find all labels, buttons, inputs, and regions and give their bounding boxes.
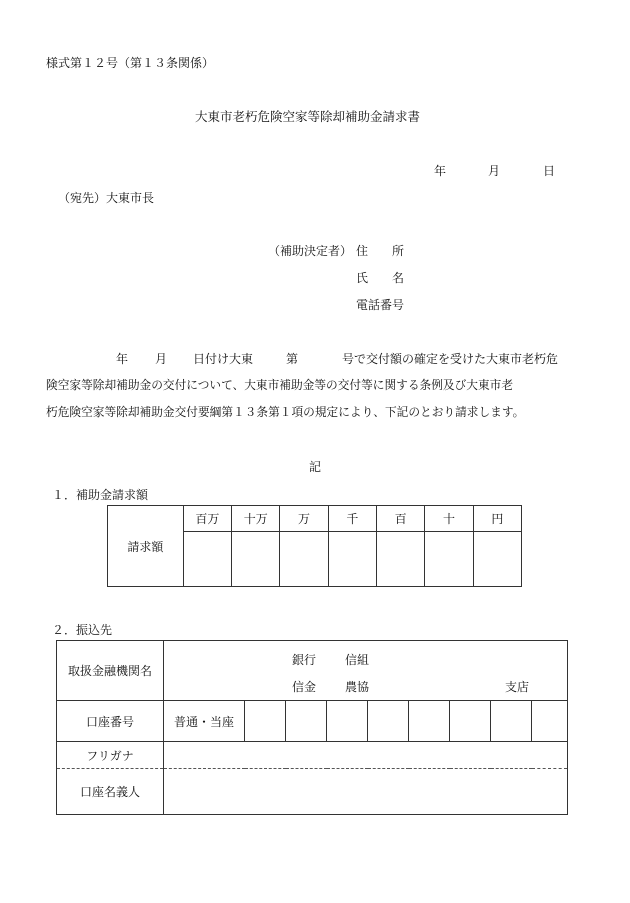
unit-cell: 百万 (183, 506, 231, 532)
holder-input-cell[interactable] (164, 769, 568, 815)
account-digit-cell[interactable] (286, 701, 327, 742)
furigana-label: フリガナ (86, 748, 134, 763)
account-digit-cell[interactable] (409, 701, 450, 742)
form-number: 様式第１２号（第１３条関係） (46, 56, 215, 70)
section1-heading: １．補助金請求額 (52, 488, 149, 502)
nokyo-option: 農協 (345, 680, 370, 694)
section2-heading: ２．振込先 (52, 623, 113, 637)
holder-label: 口座名義人 (79, 785, 140, 799)
shinkin-option: 信金 (292, 680, 317, 694)
unit-cell: 千 (328, 506, 376, 532)
document-title: 大東市老朽危険空家等除却補助金請求書 (195, 109, 421, 124)
account-digit-cell[interactable] (327, 701, 368, 742)
account-digit-cell[interactable] (491, 701, 532, 742)
account-no-label: 口座番号 (85, 714, 134, 729)
applicant-name-label: 氏 名 (356, 271, 405, 285)
amount-input-cell[interactable] (425, 532, 473, 587)
furigana-input-cell[interactable] (164, 742, 568, 769)
bank-option: 銀行 (292, 653, 317, 667)
ki-marker: 記 (309, 460, 322, 474)
institution-input-cell[interactable] (164, 641, 568, 701)
account-digit-cell[interactable] (450, 701, 491, 742)
addressee: （宛先）大東市長 (58, 191, 155, 205)
account-digit-cell[interactable] (245, 701, 286, 742)
institution-label: 取扱金融機関名 (67, 664, 152, 678)
amount-label: 請求額 (127, 539, 164, 554)
account-type: 普通・当座 (173, 714, 234, 729)
unit-cell: 百 (377, 506, 425, 532)
institution-label-cell (57, 641, 164, 701)
account-no-label-cell (57, 701, 164, 742)
branch-label: 支店 (505, 680, 530, 694)
shinkumi-option: 信組 (345, 653, 370, 667)
body-rest: 号で交付額の確定を受けた大東市老朽危 (342, 352, 559, 366)
account-digit-cell[interactable] (532, 701, 568, 742)
applicant-role: （補助決定者） (268, 244, 353, 258)
unit-cell: 十万 (232, 506, 280, 532)
amount-label-cell (108, 506, 184, 587)
unit-cell: 円 (473, 506, 521, 532)
account-type-cell[interactable] (164, 701, 245, 742)
body-month: 月 (155, 352, 168, 366)
applicant-phone-label: 電話番号 (356, 298, 405, 312)
transfer-table (56, 640, 568, 815)
body-year: 年 (116, 352, 129, 366)
body-dated: 日付け大東 (193, 352, 254, 366)
amount-input-cell[interactable] (328, 532, 376, 587)
date-day: 日 (543, 164, 556, 178)
body-line2: 険空家等除却補助金の交付について、大東市補助金等の交付等に関する条例及び大東市老 (46, 378, 514, 392)
amount-input-cell[interactable] (232, 532, 280, 587)
date-year: 年 (434, 164, 447, 178)
amount-input-cell[interactable] (377, 532, 425, 587)
furigana-label-cell (57, 742, 164, 769)
body-no: 第 (286, 352, 299, 366)
holder-label-cell (57, 769, 164, 815)
body-line3: 朽危険空家等除却補助金交付要綱第１３条第１項の規定により、下記のとおり請求します。 (46, 405, 525, 419)
account-digit-cell[interactable] (368, 701, 409, 742)
unit-cell: 万 (280, 506, 328, 532)
amount-input-cell[interactable] (183, 532, 231, 587)
applicant-address-label: 住 所 (356, 244, 405, 258)
amount-input-cell[interactable] (473, 532, 521, 587)
amount-table (107, 505, 522, 587)
unit-cell: 十 (425, 506, 473, 532)
amount-input-cell[interactable] (280, 532, 328, 587)
date-month: 月 (488, 164, 501, 178)
